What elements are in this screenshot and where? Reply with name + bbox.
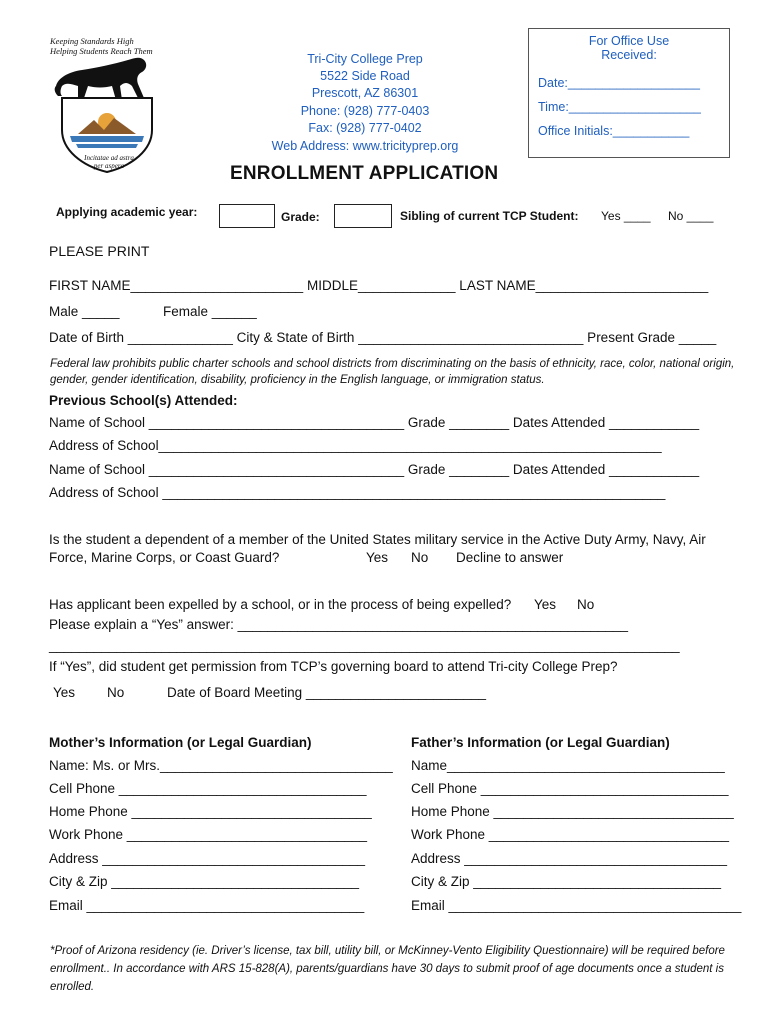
grade-field[interactable] [334, 204, 392, 228]
mother-name[interactable]: Name: Ms. or Mrs._______________________________ [49, 758, 393, 773]
student-name-line[interactable]: FIRST NAME_______________________ MIDDLE_____________ LAST NAME_______________________ [49, 278, 709, 293]
school-name: Tri-City College Prep [307, 52, 423, 66]
board-meeting-date[interactable]: Date of Board Meeting ________________________ [167, 685, 487, 700]
seal-line-2: per aspera [93, 162, 125, 170]
form-title: ENROLLMENT APPLICATION [230, 163, 499, 184]
previous-schools-heading: Previous School(s) Attended: [49, 393, 238, 408]
school-web[interactable]: Web Address: www.tricityprep.org [271, 139, 459, 153]
father-cell[interactable]: Cell Phone _________________________________ [411, 781, 729, 796]
sibling-no[interactable]: No ____ [668, 209, 714, 223]
school-phone: Phone: (928) 777-0403 [300, 104, 430, 118]
federal-notice: Federal law prohibits public charter schools and school districts from discriminating on the basis of ethnicity, race, color, national origin, gender, gender identification, disability, proficiency in the English language, or immigration status. [50, 358, 735, 386]
expelled-question: Has applicant been expelled by a school, or in the process of being expelled? [49, 597, 512, 612]
expelled-explain-continued[interactable]: ____________________________________________________________________________________ [49, 638, 680, 653]
school-logo [48, 34, 166, 174]
mother-address[interactable]: Address ___________________________________ [49, 851, 366, 866]
mother-work[interactable]: Work Phone ________________________________ [49, 827, 368, 842]
please-print: PLEASE PRINT [49, 243, 150, 259]
expelled-explain[interactable]: Please explain a “Yes” answer: ____________________________________________________ [49, 617, 629, 632]
mother-heading: Mother’s Information (or Legal Guardian) [49, 735, 312, 750]
sibling-yes[interactable]: Yes ____ [601, 209, 651, 223]
motto-line-1: Keeping Standards High [50, 36, 134, 46]
father-email[interactable]: Email _______________________________________ [411, 898, 742, 913]
male-option[interactable]: Male _____ [49, 304, 120, 319]
military-question-line2: Force, Marine Corps, or Coast Guard? [49, 550, 280, 565]
father-address[interactable]: Address ___________________________________ [411, 851, 728, 866]
previous-school-1[interactable]: Name of School __________________________________ Grade ________ Dates Attended ____________ [49, 415, 700, 430]
mother-email[interactable]: Email _____________________________________ [49, 898, 365, 913]
father-work[interactable]: Work Phone ________________________________ [411, 827, 730, 842]
birth-line[interactable]: Date of Birth ______________ City & State of Birth ______________________________ Present Grade _____ [49, 330, 717, 345]
military-decline[interactable]: Decline to answer [456, 550, 564, 565]
motto-line-2: Helping Students Reach Them [50, 46, 153, 56]
office-received: Received: [601, 48, 657, 62]
military-no[interactable]: No [411, 550, 429, 565]
father-city-zip[interactable]: City & Zip _________________________________ [411, 874, 722, 889]
office-initials: Office Initials:___________ [538, 124, 690, 138]
school-street: 5522 Side Road [320, 69, 410, 83]
school-fax: Fax: (928) 777-0402 [308, 121, 422, 135]
mother-city-zip[interactable]: City & Zip _________________________________ [49, 874, 360, 889]
school-city: Prescott, AZ 86301 [311, 86, 419, 100]
mother-cell[interactable]: Cell Phone _________________________________ [49, 781, 367, 796]
military-question-line1: Is the student a dependent of a member of the United States military service in the Active Duty Army, Navy, Air [49, 532, 706, 547]
father-heading: Father’s Information (or Legal Guardian) [411, 735, 670, 750]
academic-year-label: Applying academic year: [56, 205, 198, 219]
previous-address-1[interactable]: Address of School___________________________________________________________________ [49, 438, 662, 453]
expelled-no[interactable]: No [577, 597, 595, 612]
previous-address-2[interactable]: Address of School ___________________________________________________________________ [49, 485, 666, 500]
father-home[interactable]: Home Phone ________________________________ [411, 804, 734, 819]
military-yes[interactable]: Yes [366, 550, 389, 565]
board-permission-question: If “Yes”, did student get permission from TCP’s governing board to attend Tri-city College Prep? [49, 659, 618, 674]
residency-footnote: *Proof of Arizona residency (ie. Driver’s license, tax bill, utility bill, or McKinney-Vento Eligibility Questionnaire) will be required before enrollment.. In accordance with ARS 15-828(A), parents/guardians have 30 days to submit proof of age documents once a student is enrolled. [50, 945, 725, 993]
expelled-yes[interactable]: Yes [534, 597, 557, 612]
permission-no[interactable]: No [107, 685, 125, 700]
mother-home[interactable]: Home Phone ________________________________ [49, 804, 372, 819]
seal-motto [66, 154, 152, 170]
panther-icon [55, 58, 146, 100]
academic-year-field[interactable] [219, 204, 275, 228]
grade-label: Grade: [281, 210, 320, 224]
office-date: Date:___________________ [538, 76, 700, 90]
office-time: Time:___________________ [538, 100, 701, 114]
seal-line-1: Incitatae ad astra [84, 154, 134, 162]
female-option[interactable]: Female ______ [163, 304, 257, 319]
permission-yes[interactable]: Yes [53, 685, 76, 700]
sibling-label: Sibling of current TCP Student: [400, 209, 579, 223]
previous-school-2[interactable]: Name of School __________________________________ Grade ________ Dates Attended ____________ [49, 462, 700, 477]
father-name[interactable]: Name_____________________________________ [411, 758, 725, 773]
office-title: For Office Use [588, 34, 670, 48]
